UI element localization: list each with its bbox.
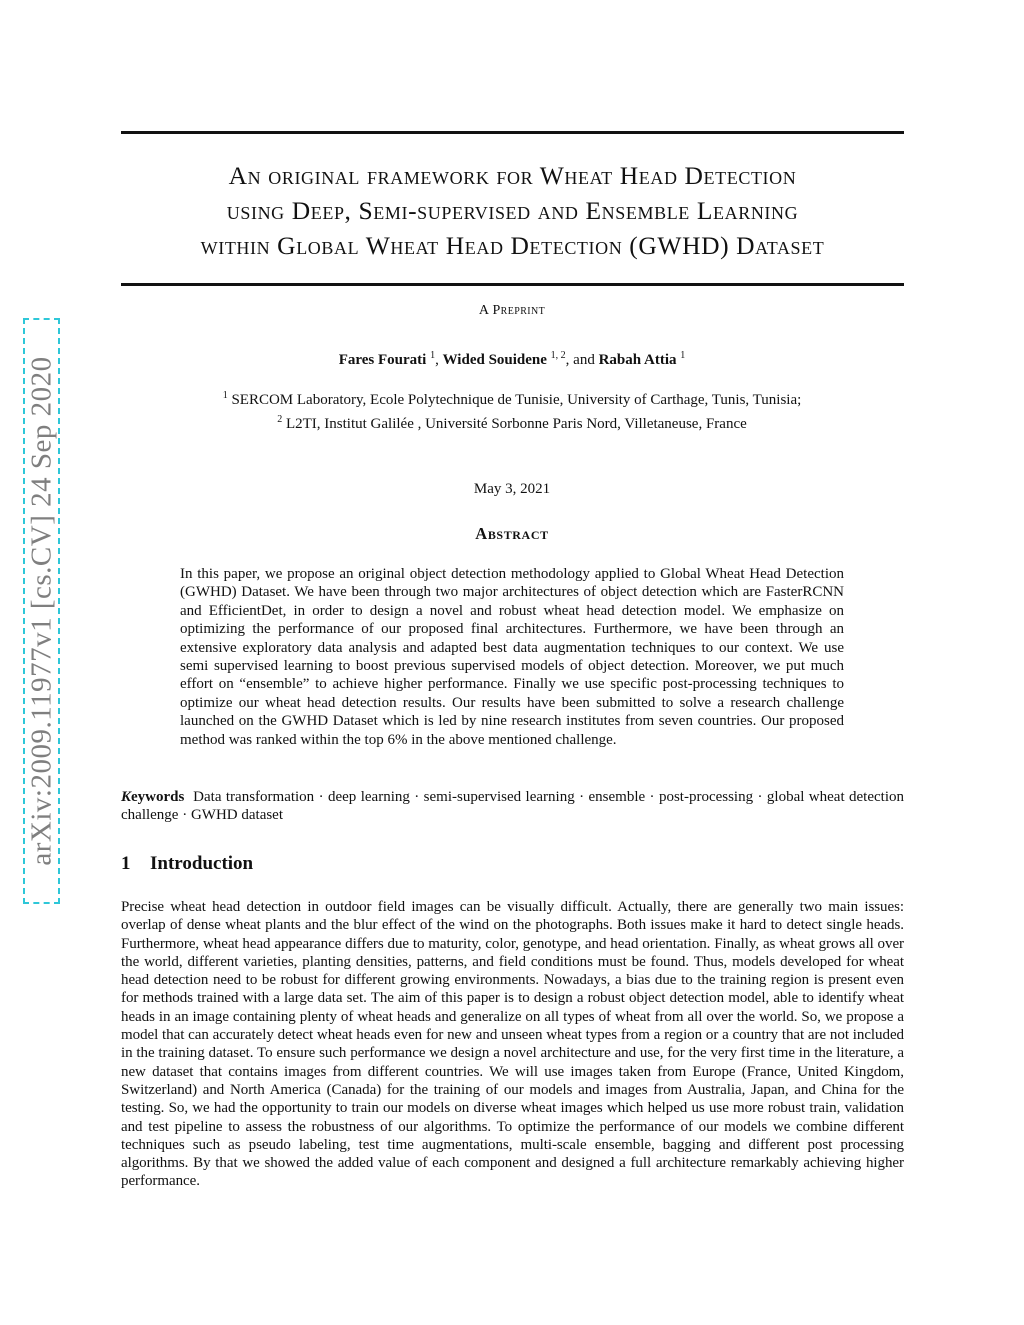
keywords-label-initial: K — [121, 789, 132, 805]
affiliation-line — [0, 386, 1024, 410]
affiliation-mark: 1 — [222, 390, 228, 401]
author-name: Rabah Attia — [598, 352, 677, 368]
title-line-3: within Global Wheat Head Detection (GWHD) Dataset — [200, 231, 825, 260]
author-name: Wided Souidene — [442, 352, 547, 368]
author-affil-mark: 1, 2 — [550, 350, 566, 361]
affiliation-mark: 2 — [277, 414, 283, 425]
arxiv-identifier: arXiv:2009.11977v1 [cs.CV] 24 Sep 2020 — [25, 356, 57, 866]
author-separator: , — [435, 352, 443, 368]
affiliation-line — [0, 410, 1024, 434]
title-rule-top — [121, 131, 904, 134]
author-affil-mark: 1 — [430, 350, 436, 361]
abstract-heading: Abstract — [475, 524, 549, 543]
author-affil-mark: 1 — [680, 350, 686, 361]
section-title: Introduction — [150, 853, 254, 874]
title-line-1: An original framework for Wheat Head Detection — [228, 161, 797, 190]
affiliations — [0, 386, 1024, 434]
keywords-text: Data transformation · deep learning · semi-supervised learning · ensemble · post-processing · global wheat detection challenge · GWHD dataset — [121, 789, 905, 824]
affiliation-text: SERCOM Laboratory, Ecole Polytechnique de Tunisie, University of Carthage, Tunis, Tunisia; — [231, 392, 802, 408]
publication-date: May 3, 2021 — [473, 481, 551, 497]
keywords-label — [121, 789, 184, 805]
preprint-label: A Preprint — [478, 303, 546, 318]
introduction-text: Precise wheat head detection in outdoor field images can be visually difficult. Actually, there are generally two main issues: overlap of dense wheat plants and the blur effect of the wind on the photographs. Both issues make it hard to detect single heads. Furthermore, wheat head appearance differs due to maturity, color, genotype, and head orientation. Finally, as wheat grows all over the world, different varieties, planting densities, patterns, and field conditions must be found. Thus, models developed for wheat head detection need to be robust for different growing environments. Nowadays, a bias due to the training region is present even for methods trained with a large data set. The aim of this paper is to design a robust object detection model, able to identify wheat heads in an image containing plenty of wheat heads and generalize on all types of wheat from all over the world. So, we propose a model that can accurately detect wheat heads even for new and unseen wheat types from a region or a country that are not included in the training dataset. To ensure such performance we design a novel architecture and use, for the very first time in the literature, a new dataset that contains images from different countries. We will use images taken from Europe (France, United Kingdom, Switzerland) and North America (Canada) for the training of our models and images from Australia, Japan, and China for the testing. So, we had the opportunity to train our models on diverse wheat images which helped us use more robust train, validation and test pipeline to assess the robustness of our algorithms. To optimize the performance of our models we combine different techniques such as pseudo labeling, test time augmentations, multi-scale ensemble, bagging and different post processing algorithms. By that we showed the added value of each component and designed a full architecture remarkably achieving higher performance. — [121, 899, 904, 1190]
title-line-2: using Deep, Semi-supervised and Ensemble Learning — [226, 196, 799, 225]
paper-title — [100, 158, 925, 263]
author-name: Fares Fourati — [338, 352, 427, 368]
author-list — [0, 350, 1024, 369]
title-rule-bottom — [121, 283, 904, 286]
section-number: 1 — [121, 853, 131, 874]
keywords — [121, 788, 904, 825]
affiliation-text: L2TI, Institut Galilée , Université Sorbonne Paris Nord, Villetaneuse, France — [285, 416, 747, 432]
abstract-text: In this paper, we propose an original object detection methodology applied to Global Wheat Head Detection (GWHD) Dataset. We have been through two major architectures of object detection which are FasterRCNN and EfficientDet, in order to design a novel and robust wheat head detection model. We emphasize on optimizing the performance of our proposed final architectures. Furthermore, we have been through an extensive exploratory data analysis and adapted best data augmentation techniques to our context. We use semi supervised learning to boost previous supervised models of object detection. Moreover, we put much effort on “ensemble” to achieve higher performance. Finally we use specific post-processing techniques to optimize our wheat head detection results. Our results have been submitted to solve a research challenge launched on the GWHD Dataset which is led by nine research institutes from seven countries. Our proposed method was ranked within the top 6% in the above mentioned challenge. — [180, 566, 844, 748]
section-heading — [121, 853, 253, 875]
keywords-label-rest: eywords — [131, 789, 185, 805]
author-separator: , and — [565, 352, 599, 368]
